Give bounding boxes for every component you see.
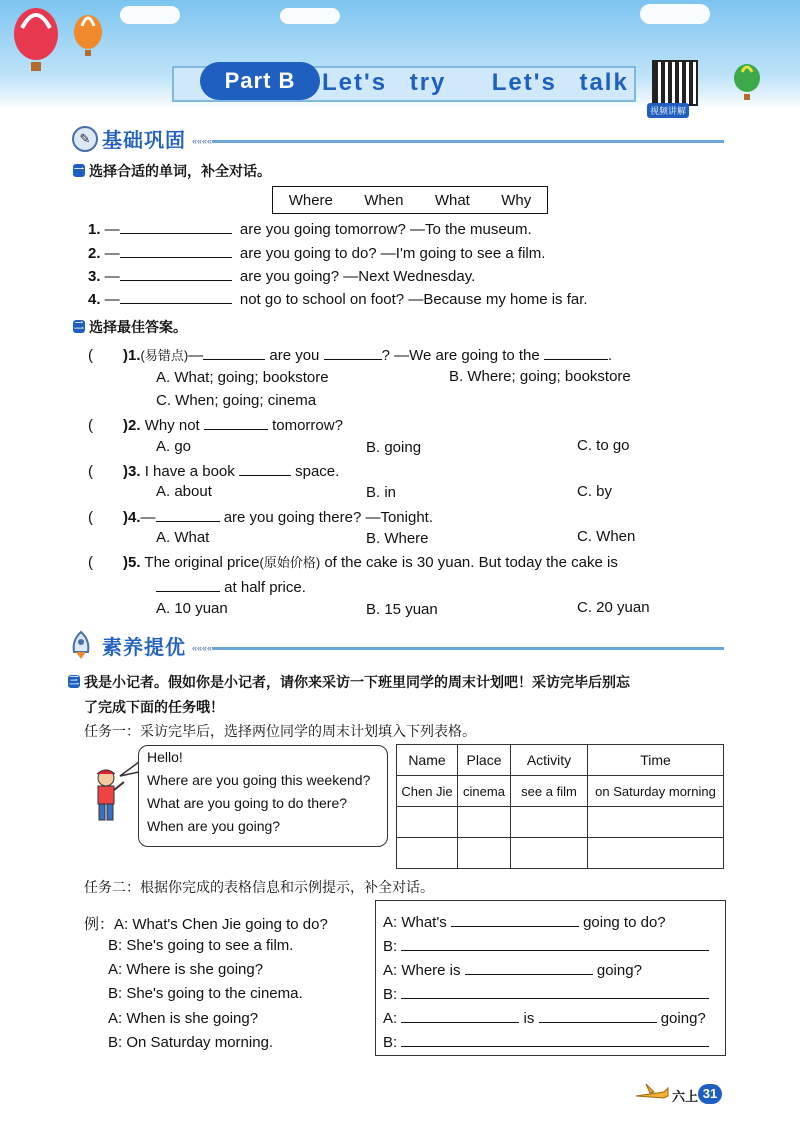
section-dots: ««««	[192, 136, 213, 146]
item-number: )1.	[123, 347, 141, 364]
example-prefix: 例：	[84, 916, 115, 933]
item-text: are you going there? —Tonight.	[223, 509, 433, 526]
bubble-line: When are you going?	[147, 818, 281, 834]
item-text: —	[188, 347, 204, 364]
instruction-q3-cont: 了完成下面的任务哦！	[84, 699, 224, 715]
section-title-basics: 基础巩固	[102, 130, 186, 152]
table-cell-empty[interactable]	[588, 838, 724, 869]
option[interactable]: A. What	[156, 529, 210, 546]
example-line: B: She's going to see a film.	[108, 937, 294, 954]
answer-blank[interactable]	[451, 912, 579, 927]
answer-blank[interactable]	[401, 936, 709, 951]
section-divider	[212, 140, 724, 143]
mc-item: ( )5. The original price(原始价格) of the cake is 30 yuan. But today the cake is	[88, 554, 618, 571]
example-line	[84, 913, 328, 934]
answer-blank[interactable]	[401, 984, 709, 999]
instruction-q2: 选择最佳答案。	[89, 319, 187, 335]
item-text: of the cake is 30 yuan. But today the cake is	[324, 554, 618, 571]
word-bank	[272, 186, 548, 214]
section-divider	[212, 647, 724, 650]
item-text: Why not	[144, 417, 200, 434]
item-text: I have a book	[144, 463, 235, 480]
dialog-text: A:	[383, 1010, 398, 1027]
table-cell: Chen Jie	[397, 776, 458, 807]
dialog-text: B:	[383, 986, 398, 1003]
answer-blank[interactable]	[401, 1032, 709, 1047]
grade-label: 六上	[672, 1089, 699, 1104]
dialog-text: A: What's	[383, 914, 447, 931]
option[interactable]: B. 15 yuan	[366, 601, 438, 618]
option[interactable]: C. 20 yuan	[577, 599, 650, 616]
dialog-text: A: Where is	[383, 962, 461, 979]
table-header-row	[397, 745, 724, 776]
table-header: Time	[588, 745, 724, 776]
option[interactable]: A. What; going; bookstore	[156, 369, 329, 386]
dialog-line	[383, 1032, 709, 1051]
table-cell-empty[interactable]	[511, 838, 588, 869]
item-number: 3.	[88, 268, 101, 285]
answer-blank[interactable]	[156, 507, 220, 522]
dialog-text: going to do?	[583, 914, 666, 931]
option[interactable]: C. by	[577, 483, 613, 500]
mc-item: ( )3. I have a book space.	[88, 463, 340, 480]
question-number-3: 三	[69, 676, 79, 687]
table-cell: on Saturday morning	[588, 776, 724, 807]
hot-air-balloon-icon	[12, 6, 108, 80]
title-banner	[172, 62, 632, 102]
dialog-text: B:	[383, 1034, 398, 1051]
bubble-line: Hello!	[147, 749, 183, 765]
pencil-icon: ✎	[72, 126, 98, 152]
option[interactable]: B. Where; going; bookstore	[449, 368, 631, 385]
item-text: at half price.	[224, 579, 306, 596]
word-bank-item: Where	[288, 191, 333, 209]
answer-blank[interactable]	[203, 345, 265, 360]
rocket-icon	[68, 630, 94, 660]
page-title: Let's try Let's talk	[322, 69, 629, 96]
item-text: space.	[295, 463, 340, 480]
answer-blank[interactable]	[156, 577, 220, 592]
table-row	[397, 838, 724, 869]
fill-item: 3. — are you going? —Next Wednesday.	[88, 268, 476, 285]
item-number: )2.	[123, 417, 141, 434]
table-cell: cinema	[458, 776, 511, 807]
answer-blank[interactable]	[465, 960, 593, 975]
mc-item: ( )4.— are you going there? —Tonight.	[88, 509, 433, 526]
example-line: A: Where is she going?	[108, 961, 264, 978]
item-text: —	[140, 509, 156, 526]
table-row	[397, 776, 724, 807]
question-number-1: 一	[74, 165, 84, 176]
item-text: .	[607, 347, 613, 364]
question-number-2: 二	[74, 321, 84, 332]
task-two: 任务二：根据你完成的表格信息和示例提示，补全对话。	[84, 879, 434, 895]
answer-blank[interactable]	[544, 345, 608, 360]
table-cell-empty[interactable]	[588, 807, 724, 838]
answer-blank[interactable]	[401, 1008, 519, 1023]
dialog-text: is	[523, 1010, 535, 1027]
dialog-text: B:	[383, 938, 398, 955]
item-number: 2.	[88, 245, 101, 262]
option[interactable]: B. Where	[366, 530, 429, 547]
word-bank-item: Why	[501, 191, 532, 209]
fill-item: 1. — are you going tomorrow? —To the museum.	[88, 221, 532, 238]
table-cell-empty[interactable]	[397, 838, 458, 869]
item-number: )3.	[123, 463, 141, 480]
table-cell-empty[interactable]	[458, 838, 511, 869]
item-number: )4.	[123, 509, 141, 526]
bubble-line: Where are you going this weekend?	[147, 772, 371, 788]
dialog-line	[383, 936, 709, 955]
item-text: are you going to do? —I'm going to see a film.	[239, 245, 546, 262]
option[interactable]: A. about	[156, 483, 212, 500]
table-cell-empty[interactable]	[511, 807, 588, 838]
mc-item: ( )1.(易错点)— are you ? —We are going to the .	[88, 347, 613, 364]
dialog-line	[383, 960, 642, 979]
mc-item: ( )2. Why not tomorrow?	[88, 417, 343, 434]
answer-blank[interactable]	[204, 415, 268, 430]
option[interactable]: A. 10 yuan	[156, 600, 228, 617]
dialog-text: going?	[596, 962, 642, 979]
option[interactable]: C. to go	[577, 437, 630, 454]
cloud-decoration	[280, 8, 340, 24]
example-line: B: On Saturday morning.	[108, 1034, 274, 1051]
dialog-line	[383, 1008, 706, 1027]
example-text: A: What's Chen Jie going to do?	[114, 916, 328, 933]
fill-item: 2. — are you going to do? —I'm going to see a film.	[88, 245, 546, 262]
task-one: 任务一：采访完毕后，选择两位同学的周末计划填入下列表格。	[84, 723, 476, 739]
option[interactable]: C. When; going; cinema	[156, 392, 317, 409]
qr-code-icon[interactable]	[652, 60, 698, 106]
answer-blank[interactable]	[120, 289, 232, 304]
instruction-q3: 我是小记者。假如你是小记者，请你来采访一下班里同学的周末计划吧！采访完毕后别忘	[84, 674, 630, 690]
item-number: 1.	[88, 221, 101, 238]
table-header: Place	[458, 745, 511, 776]
part-label: Part B	[200, 62, 320, 100]
instruction-q1: 选择合适的单词，补全对话。	[89, 163, 271, 179]
answer-blank[interactable]	[239, 461, 291, 476]
dialog-line	[383, 912, 666, 931]
item-text: tomorrow?	[272, 417, 343, 434]
cloud-decoration	[640, 4, 710, 24]
word-bank-item: When	[364, 191, 404, 209]
table-cell: see a film	[511, 776, 588, 807]
item-text: are you going? —Next Wednesday.	[239, 268, 476, 285]
item-text: ? —We are going to the	[381, 347, 540, 364]
option[interactable]: C. When	[577, 528, 636, 545]
option[interactable]: B. going	[366, 439, 422, 456]
example-line: B: She's going to the cinema.	[108, 985, 303, 1002]
answer-blank[interactable]	[120, 266, 232, 281]
word-bank-item: What	[434, 191, 470, 209]
item-tag: (易错点)	[140, 348, 189, 363]
table-cell-empty[interactable]	[458, 807, 511, 838]
item-text: (原始价格)	[259, 555, 321, 570]
answer-blank[interactable]	[120, 243, 232, 258]
item-number: )5.	[123, 554, 141, 571]
option[interactable]: A. go	[156, 438, 192, 455]
example-line: A: When is she going?	[108, 1010, 259, 1027]
table-header: Name	[397, 745, 458, 776]
item-text: not go to school on foot? —Because my home is far.	[239, 291, 588, 308]
mc-item-continued	[156, 577, 306, 596]
item-text: are you going tomorrow? —To the museum.	[239, 221, 532, 238]
answer-blank[interactable]	[120, 219, 232, 234]
table-cell-empty[interactable]	[397, 807, 458, 838]
table-header: Activity	[511, 745, 588, 776]
item-number: 4.	[88, 291, 101, 308]
answer-blank[interactable]	[539, 1008, 657, 1023]
balloon-green-icon	[732, 64, 762, 102]
dialog-text: going?	[660, 1010, 706, 1027]
option[interactable]: B. in	[366, 484, 397, 501]
cloud-decoration	[120, 6, 180, 24]
table-row	[397, 807, 724, 838]
qr-label: 视频讲解	[647, 103, 689, 118]
item-text: are you	[269, 347, 320, 364]
item-text: The original price	[144, 554, 260, 571]
speech-bubble	[138, 745, 388, 847]
dialog-line	[383, 984, 709, 1003]
section-title-improve: 素养提优	[102, 637, 186, 659]
bubble-line: What are you going to do there?	[147, 795, 348, 811]
page-number: 31	[698, 1084, 722, 1104]
answer-blank[interactable]	[324, 345, 382, 360]
section-dots: ««««	[192, 643, 213, 653]
fill-item: 4. — not go to school on foot? —Because my home is far.	[88, 291, 588, 308]
airplane-icon	[634, 1082, 670, 1104]
weekend-plan-table	[396, 744, 724, 869]
